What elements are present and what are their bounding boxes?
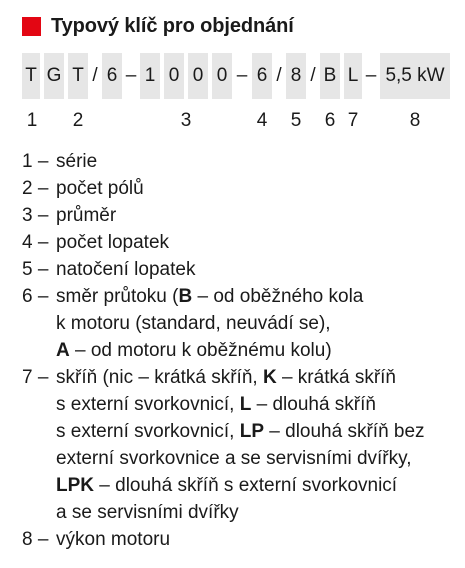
legend-item-2	[22, 175, 462, 202]
code-letter: K	[262, 367, 277, 388]
text-fragment: s externí svorkovnicí,	[56, 394, 240, 415]
legend-text: série	[56, 151, 98, 172]
red-square-icon	[22, 17, 41, 36]
legend-text: počet lopatek	[56, 232, 170, 253]
code-cell-g: G	[44, 53, 64, 99]
legend-line	[56, 337, 462, 364]
code-cell-0a: 0	[164, 53, 184, 99]
text-fragment: – od oběžného kola	[192, 286, 364, 307]
text-fragment: – od motoru k oběžnému kolu)	[69, 340, 332, 361]
legend-item-5	[22, 256, 462, 283]
code-cell-0c: 0	[212, 53, 232, 99]
legend	[22, 148, 462, 553]
legend-number: 6 –	[22, 286, 49, 307]
code-letter: LPK	[56, 475, 94, 496]
code-cell-b: B	[320, 53, 340, 99]
legend-number: 2 –	[22, 178, 49, 199]
code-cell-power: 5,5 kW	[380, 53, 450, 99]
text-fragment: – krátká skříň	[276, 367, 397, 388]
code-slash-2: /	[276, 65, 282, 86]
code-cell-l: L	[344, 53, 362, 99]
legend-number: 3 –	[22, 205, 49, 226]
code-dash-3: –	[365, 65, 377, 86]
code-letter: B	[178, 286, 193, 307]
legend-number: 5 –	[22, 259, 49, 280]
legend-item-3	[22, 202, 462, 229]
code-slash-1: /	[92, 65, 98, 86]
legend-line: k motoru (standard, neuvádí se),	[56, 313, 331, 334]
code-dash-2: –	[236, 65, 248, 86]
legend-line	[56, 418, 462, 445]
legend-text: výkon motoru	[56, 529, 171, 550]
position-number-4: 4	[256, 110, 268, 131]
legend-line	[56, 472, 462, 499]
text-fragment: – dlouhá skříň bez	[264, 421, 425, 442]
code-cell-1: 1	[140, 53, 160, 99]
legend-item-7	[22, 364, 462, 526]
legend-number: 7 –	[22, 367, 49, 388]
code-cell-t: T	[22, 53, 40, 99]
position-number-3: 3	[180, 110, 192, 131]
legend-text: počet pólů	[56, 178, 144, 199]
text-fragment: – dlouhá skříň	[251, 394, 376, 415]
position-number-8: 8	[409, 110, 421, 131]
code-cell-0b: 0	[188, 53, 208, 99]
legend-line	[56, 364, 462, 391]
text-fragment: s externí svorkovnicí,	[56, 421, 240, 442]
position-number-6: 6	[324, 110, 336, 131]
text-fragment: – dlouhá skříň s externí svorkovnicí	[94, 475, 398, 496]
legend-text: průměr	[56, 205, 117, 226]
legend-text: natočení lopatek	[56, 259, 196, 280]
code-letter: LP	[239, 421, 265, 442]
position-number-7: 7	[347, 110, 359, 131]
position-number-2: 2	[72, 110, 84, 131]
legend-text	[56, 283, 462, 364]
code-cell-8: 8	[286, 53, 306, 99]
code-dash-1: –	[125, 65, 137, 86]
legend-number: 8 –	[22, 529, 49, 550]
legend-line	[56, 391, 462, 418]
legend-line: externí svorkovnice a se servisními dvířky,	[56, 448, 412, 469]
legend-text	[56, 364, 462, 526]
code-cell-t2: T	[68, 53, 88, 99]
legend-line	[56, 283, 462, 310]
code-letter: L	[239, 394, 252, 415]
code-cell-6b: 6	[252, 53, 272, 99]
code-letter: A	[56, 340, 70, 361]
position-number-5: 5	[290, 110, 302, 131]
text-fragment: směr průtoku (	[56, 286, 179, 307]
legend-item-6	[22, 283, 462, 364]
page-title: Typový klíč pro objednání	[51, 14, 294, 37]
text-fragment: skříň (nic – krátká skříň,	[56, 367, 263, 388]
code-slash-3: /	[310, 65, 316, 86]
legend-item-8	[22, 526, 462, 553]
position-number-1: 1	[26, 110, 38, 131]
legend-number: 1 –	[22, 151, 49, 172]
legend-item-4	[22, 229, 462, 256]
legend-number: 4 –	[22, 232, 49, 253]
header	[22, 14, 294, 38]
code-cell-6: 6	[102, 53, 122, 99]
legend-item-1	[22, 148, 462, 175]
legend-line: a se servisními dvířky	[56, 502, 239, 523]
